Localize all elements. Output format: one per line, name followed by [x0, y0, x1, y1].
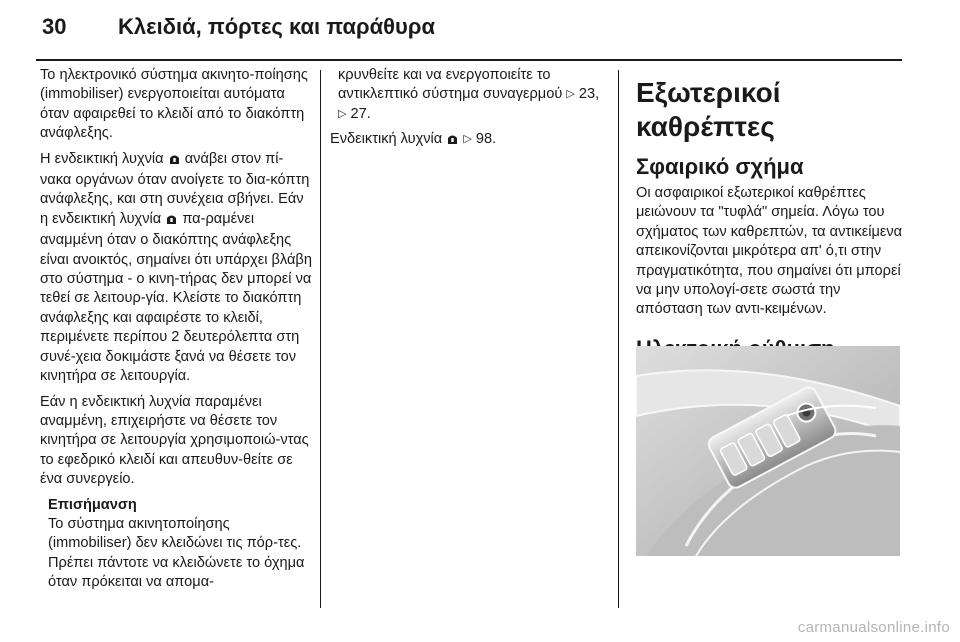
column-right: [636, 76, 904, 376]
page-reference[interactable]: 23,: [578, 86, 600, 103]
paragraph: [40, 150, 312, 387]
immobiliser-warning-icon: [168, 152, 181, 171]
paragraph: Το ηλεκτρονικό σύστημα ακινητο-ποίησης (immobiliser) ενεργοποιείται αυτόματα όταν αφαιρεθεί το κλειδί από το διακόπτη ανάφλεξης.: [40, 67, 308, 142]
section-heading: Εξωτερικοί καθρέπτες: [636, 77, 781, 142]
column-middle: [330, 66, 610, 158]
note-title: Επισήμανση: [48, 496, 137, 513]
paragraph: Εάν η ενδεικτική λυχνία παραμένει αναμμένη, επιχειρήστε να θέσετε τον κινητήρα σε λειτουργία χρησιμοποιώ-ντας το εφεδρικό κλειδί και απευθυν-θείτε σε ένα συνεργείο.: [40, 393, 309, 488]
paragraph: [330, 130, 610, 151]
text-span: πα-ραμένει αναμμένη όταν ο διακόπτης ανάφλεξης είναι ανοικτός, σημαίνει ότι υπάρχει βλάβη στο σύστημα - ο κινη-τήρας δεν μπορεί να τεθεί σε λειτουρ-γία. Κλείστε το διακόπτη ανάφλεξης και αφαιρέστε το κλειδί, περιμένετε περίπου 2 δευτερόλεπτα στη συνέ-χεια δοκιμάστε ξανά να θέσετε τον κινητήρα σε λειτουργία.: [40, 210, 312, 385]
page-reference[interactable]: 27.: [350, 105, 371, 122]
note-box: [48, 496, 312, 593]
text-span: Ενδεικτική λυχνία: [330, 131, 443, 148]
door-switch-illustration: [636, 346, 900, 556]
header-rule: [36, 59, 902, 61]
immobiliser-warning-icon: [446, 132, 459, 151]
column-divider: [618, 70, 619, 608]
text-span: ανάβει στον πί-νακα οργάνων όταν ανοίγετε το δια-κόπτη ανάφλεξης, και στη συνέχεια σβήνει. Εάν η ενδεικτική λυχνία: [40, 150, 310, 227]
paragraph: [338, 66, 610, 124]
immobiliser-warning-icon: [165, 212, 178, 231]
watermark: carmanualsonline.info: [797, 619, 950, 636]
paragraph: Οι ασφαιρικοί εξωτερικοί καθρέπτες μειώνουν τα "τυφλά" σημεία. Λόγω του σχήματος των καθρεπτών, τα αντικείμενα απεικονίζονται μικρότερα απ' ό,τι στην πραγματικότητα, που σημαίνει ότι μπορεί να μην υπολογί-σετε σωστά την απόσταση των αντι-κειμένων.: [636, 185, 903, 318]
page-title: Κλειδιά, πόρτες και παράθυρα: [118, 14, 435, 39]
note-text: Το σύστημα ακινητοποίησης (immobiliser) δεν κλειδώνει τις πόρ-τες. Πρέπει πάντοτε να κλειδώνετε το όχημα όταν πρόκειται να απομα-: [48, 515, 305, 591]
subsection-heading: Σφαιρικό σχήμα: [636, 154, 804, 179]
page-reference-arrow-icon: ▷: [463, 133, 472, 146]
column-left: [40, 66, 312, 593]
page-number: 30: [42, 14, 67, 39]
page-reference[interactable]: 98.: [475, 131, 497, 148]
page-reference-arrow-icon: ▷: [566, 88, 575, 101]
page-reference-arrow-icon: ▷: [338, 107, 347, 120]
text-span: κρυνθείτε και να ενεργοποιείτε το αντικλεπτικό σύστημα συναγερμού: [338, 67, 563, 103]
text-span: Η ενδεικτική λυχνία: [40, 150, 164, 167]
column-divider: [320, 70, 321, 608]
